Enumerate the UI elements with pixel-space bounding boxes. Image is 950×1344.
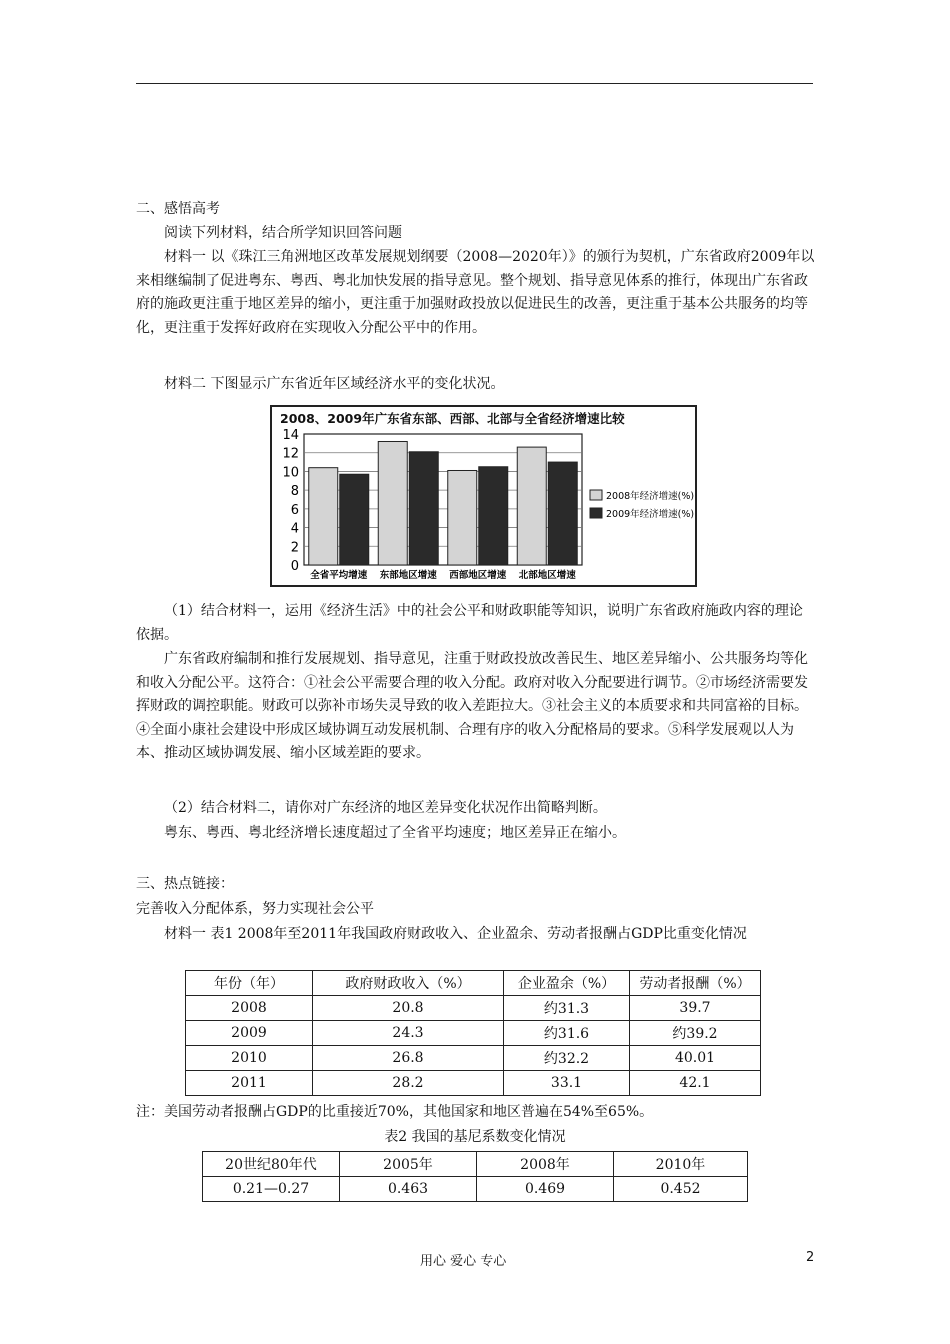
table-cell: 40.01 <box>630 1046 761 1071</box>
table-header-cell: 劳动者报酬（%） <box>630 971 761 996</box>
bar-2008 <box>448 470 477 565</box>
chart-svg <box>272 407 695 585</box>
legend-label: 2008年经济增速(%) <box>606 491 695 502</box>
section-heading-3: 三、热点链接： <box>136 876 234 892</box>
table-header-row <box>203 1152 748 1177</box>
table-row <box>203 1177 748 1202</box>
table-row <box>186 1021 761 1046</box>
table-header-cell: 2010年 <box>614 1152 748 1177</box>
answer-1: 广东省政府编制和推行发展规划、指导意见，注重于财政投放改善民生、地区差异缩小、公共服务均等化和收入分配公平。这符合：①社会公平需要合理的收入分配。政府对收入分配要进行调节。②市场经济需要发挥财政的调控职能。财政可以弥补市场失灵导致的收入差距拉大。③社会主义的本质要求和共同富裕的目标。④全面小康社会建设中形成区域协调互动发展机制、合理有序的收入分配格局的要求。⑤科学发展观以人为本、推动区域协调发展、缩小区域差距的要求。 <box>136 651 808 761</box>
table-cell: 39.7 <box>630 996 761 1021</box>
table-1 <box>185 970 761 1096</box>
table-cell: 20.8 <box>313 996 504 1021</box>
table-header-cell: 2008年 <box>477 1152 614 1177</box>
y-tick-label: 12 <box>282 446 299 462</box>
x-category-label: 西部地区增速 <box>449 570 507 581</box>
y-tick-label: 0 <box>290 559 299 574</box>
table-row <box>186 1071 761 1096</box>
table-row <box>186 1046 761 1071</box>
table-cell: 0.463 <box>340 1177 477 1202</box>
table-cell: 24.3 <box>313 1021 504 1046</box>
table-cell: 2008 <box>186 996 313 1021</box>
material-two: 材料二 下图显示广东省近年区域经济水平的变化状况。 <box>164 376 505 392</box>
section-heading-2: 二、感悟高考 <box>136 201 220 217</box>
table-cell: 42.1 <box>630 1071 761 1096</box>
legend-swatch <box>590 508 602 518</box>
y-tick-label: 10 <box>282 465 299 481</box>
intro-text: 阅读下列材料，结合所学知识回答问题 <box>164 225 402 241</box>
bar-2009 <box>409 452 438 565</box>
x-category-label: 北部地区增速 <box>518 570 576 581</box>
table-cell: 0.21—0.27 <box>203 1177 340 1202</box>
table-cell: 2009 <box>186 1021 313 1046</box>
table-cell: 约31.6 <box>504 1021 630 1046</box>
table1-caption: 材料一 表1 2008年至2011年我国政府财政收入、企业盈余、劳动者报酬占GDP比重变化情况 <box>164 926 747 942</box>
legend-label: 2009年经济增速(%) <box>606 509 695 520</box>
table-header-cell: 20世纪80年代 <box>203 1152 340 1177</box>
table-cell: 28.2 <box>313 1071 504 1096</box>
table-cell: 约39.2 <box>630 1021 761 1046</box>
table-2 <box>202 1151 748 1202</box>
table-cell: 约31.3 <box>504 996 630 1021</box>
footer-motto: 用心 爱心 专心 <box>420 1254 507 1269</box>
header-rule <box>136 83 813 84</box>
legend-swatch <box>590 490 602 500</box>
bar-2009 <box>340 474 369 565</box>
growth-chart <box>270 405 697 587</box>
table-row <box>186 996 761 1021</box>
table2-caption: 表2 我国的基尼系数变化情况 <box>384 1129 566 1145</box>
bar-2009 <box>479 467 508 565</box>
y-tick-label: 4 <box>290 521 299 537</box>
answer-2: 粤东、粤西、粤北经济增长速度超过了全省平均速度；地区差异正在缩小。 <box>164 825 626 841</box>
section-3-subtitle: 完善收入分配体系，努力实现社会公平 <box>136 901 374 917</box>
y-tick-label: 14 <box>282 428 299 443</box>
table-header-cell: 政府财政收入（%） <box>313 971 504 996</box>
table-header-cell: 年份（年） <box>186 971 313 996</box>
bar-2008 <box>309 468 338 565</box>
table-cell: 26.8 <box>313 1046 504 1071</box>
chart-title: 2008、2009年广东省东部、西部、北部与全省经济增速比较 <box>280 411 625 426</box>
table-header-cell: 企业盈余（%） <box>504 971 630 996</box>
table-cell: 0.469 <box>477 1177 614 1202</box>
table-cell: 约32.2 <box>504 1046 630 1071</box>
table-header-cell: 2005年 <box>340 1152 477 1177</box>
table-cell: 2010 <box>186 1046 313 1071</box>
x-category-label: 东部地区增速 <box>379 570 437 581</box>
bar-2008 <box>517 447 546 565</box>
bar-2009 <box>548 462 577 565</box>
bar-2008 <box>378 441 407 565</box>
y-tick-label: 8 <box>290 484 299 500</box>
x-category-label: 全省平均增速 <box>310 570 368 581</box>
y-tick-label: 6 <box>290 502 299 518</box>
table-header-row <box>186 971 761 996</box>
table-cell: 0.452 <box>614 1177 748 1202</box>
y-tick-label: 2 <box>290 540 299 556</box>
question-2: （2）结合材料二，请你对广东经济的地区差异变化状况作出简略判断。 <box>164 800 607 816</box>
table1-note: 注：美国劳动者报酬占GDP的比重接近70%，其他国家和地区普遍在54%至65%。 <box>136 1104 654 1120</box>
table-cell: 2011 <box>186 1071 313 1096</box>
material-one: 材料一 以《珠江三角洲地区改革发展规划纲要（2008—2020年）》的颁行为契机，广东省政府2009年以来相继编制了促进粤东、粤西、粤北加快发展的指导意见。整个规划、指导意见体系的推行，体现出广东省政府的施政更注重于地区差异的缩小，更注重于加强财政投放以促进民生的改善，更注重于基本公共服务的均等化，更注重于发挥好政府在实现收入分配公平中的作用。 <box>136 249 815 336</box>
page-number: 2 <box>806 1250 815 1265</box>
question-1: （1）结合材料一，运用《经济生活》中的社会公平和财政职能等知识，说明广东省政府施政内容的理论依据。 <box>136 603 803 643</box>
table-cell: 33.1 <box>504 1071 630 1096</box>
